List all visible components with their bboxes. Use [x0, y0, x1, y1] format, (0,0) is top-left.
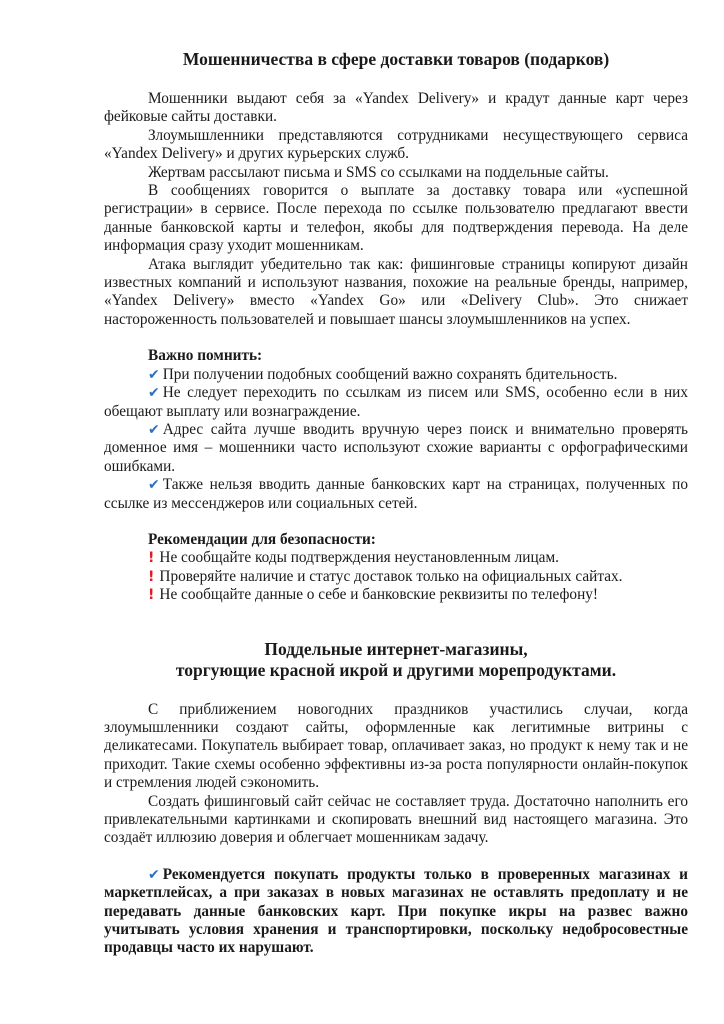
- remember-item: ✔ Адрес сайта лучше вводить вручную через поиск и внимательно проверять доменное имя – мошенники часто используют схожие варианты с орфографическими ошибками.: [104, 420, 688, 475]
- section2-title-line1: Поддельные интернет-магазины,: [264, 638, 528, 659]
- check-icon: ✔: [148, 366, 160, 383]
- paragraph: Создать фишинговый сайт сейчас не составляет труда. Достаточно наполнить его привлекательными картинками и скопировать внешний вид настоящего магазина. Это создаёт иллюзию доверия и облегчает мошенникам задачу.: [104, 792, 688, 847]
- section2-title-line2: торгующие красной икрой и другими морепродуктами.: [175, 659, 617, 680]
- paragraph: С приближением новогодних праздников участились случаи, когда злоумышленники создают сайты, оформленные как легитимные витрины с деликатесами. Покупатель выбирает товар, оплачивает заказ, но продукт к нему так и не приходит. Такие схемы особенно эффективны из-за роста популярности онлайн-покупок и стремления людей сэкономить.: [104, 700, 688, 792]
- paragraph: Злоумышленники представляются сотрудниками несуществующего сервиса «Yandex Delivery» и других курьерских служб.: [104, 126, 688, 163]
- remember-item: ✔ При получении подобных сообщений важно сохранять бдительность.: [148, 365, 618, 383]
- exclamation-icon: !: [148, 587, 155, 604]
- safety-item: ! Проверяйте наличие и статус доставок только на официальных сайтах.: [148, 567, 623, 585]
- exclamation-icon: !: [148, 550, 155, 567]
- document-page: [104, 48, 688, 958]
- safety-heading: Рекомендации для безопасности:: [148, 530, 376, 548]
- safety-item: ! Не сообщайте данные о себе и банковские реквизиты по телефону!: [148, 586, 598, 604]
- remember-item: ✔ Также нельзя вводить данные банковских карт на страницах, полученных по ссылке из мессенджеров или социальных сетей.: [104, 476, 688, 512]
- paragraph: В сообщениях говорится о выплате за доставку товара или «успешной регистрации» в сервисе. После перехода по ссылке пользователю предлагают ввести данные банковской карты и телефон, якобы для подтверждения перевода. На деле информация сразу уходит мошенникам.: [104, 182, 688, 255]
- remember-heading: Важно помнить:: [148, 347, 263, 365]
- paragraph: Мошенники выдают себя за «Yandex Delivery» и крадут данные карт через фейковые сайты доставки.: [104, 90, 688, 126]
- section1-title: Мошенничества в сфере доставки товаров (подарков): [182, 49, 610, 69]
- remember-item: ✔ Не следует переходить по ссылкам из писем или SMS, особенно если в них обещают выплату или вознаграждение.: [104, 384, 688, 420]
- check-icon: ✔: [148, 421, 160, 438]
- paragraph: Жертвам рассылают письма и SMS со ссылками на поддельные сайты.: [148, 163, 609, 181]
- exclamation-icon: !: [148, 568, 155, 585]
- check-icon: ✔: [148, 866, 160, 883]
- check-icon: ✔: [148, 477, 160, 494]
- paragraph: Атака выглядит убедительно так как: фишинговые страницы копируют дизайн известных компаний и используют названия, похожие на реальные бренды, например, «Yandex Delivery» вместо «Yandex Go» или «Delivery Club». Это снижает настороженность пользователей и повышает шансы злоумышленников на успех.: [104, 255, 688, 328]
- safety-item: ! Не сообщайте коды подтверждения неустановленным лицам.: [148, 549, 559, 567]
- recommendation-paragraph: ✔ Рекомендуется покупать продукты только в проверенных магазинах и маркетплейсах, а при заказах в новых магазинах не оставлять предоплату и не передавать данные банковских карт. При покупке икры на развес важно учитывать условия хранения и транспортировки, поскольку недобросовестные продавцы часто их нарушают.: [104, 865, 688, 957]
- check-icon: ✔: [148, 385, 160, 402]
